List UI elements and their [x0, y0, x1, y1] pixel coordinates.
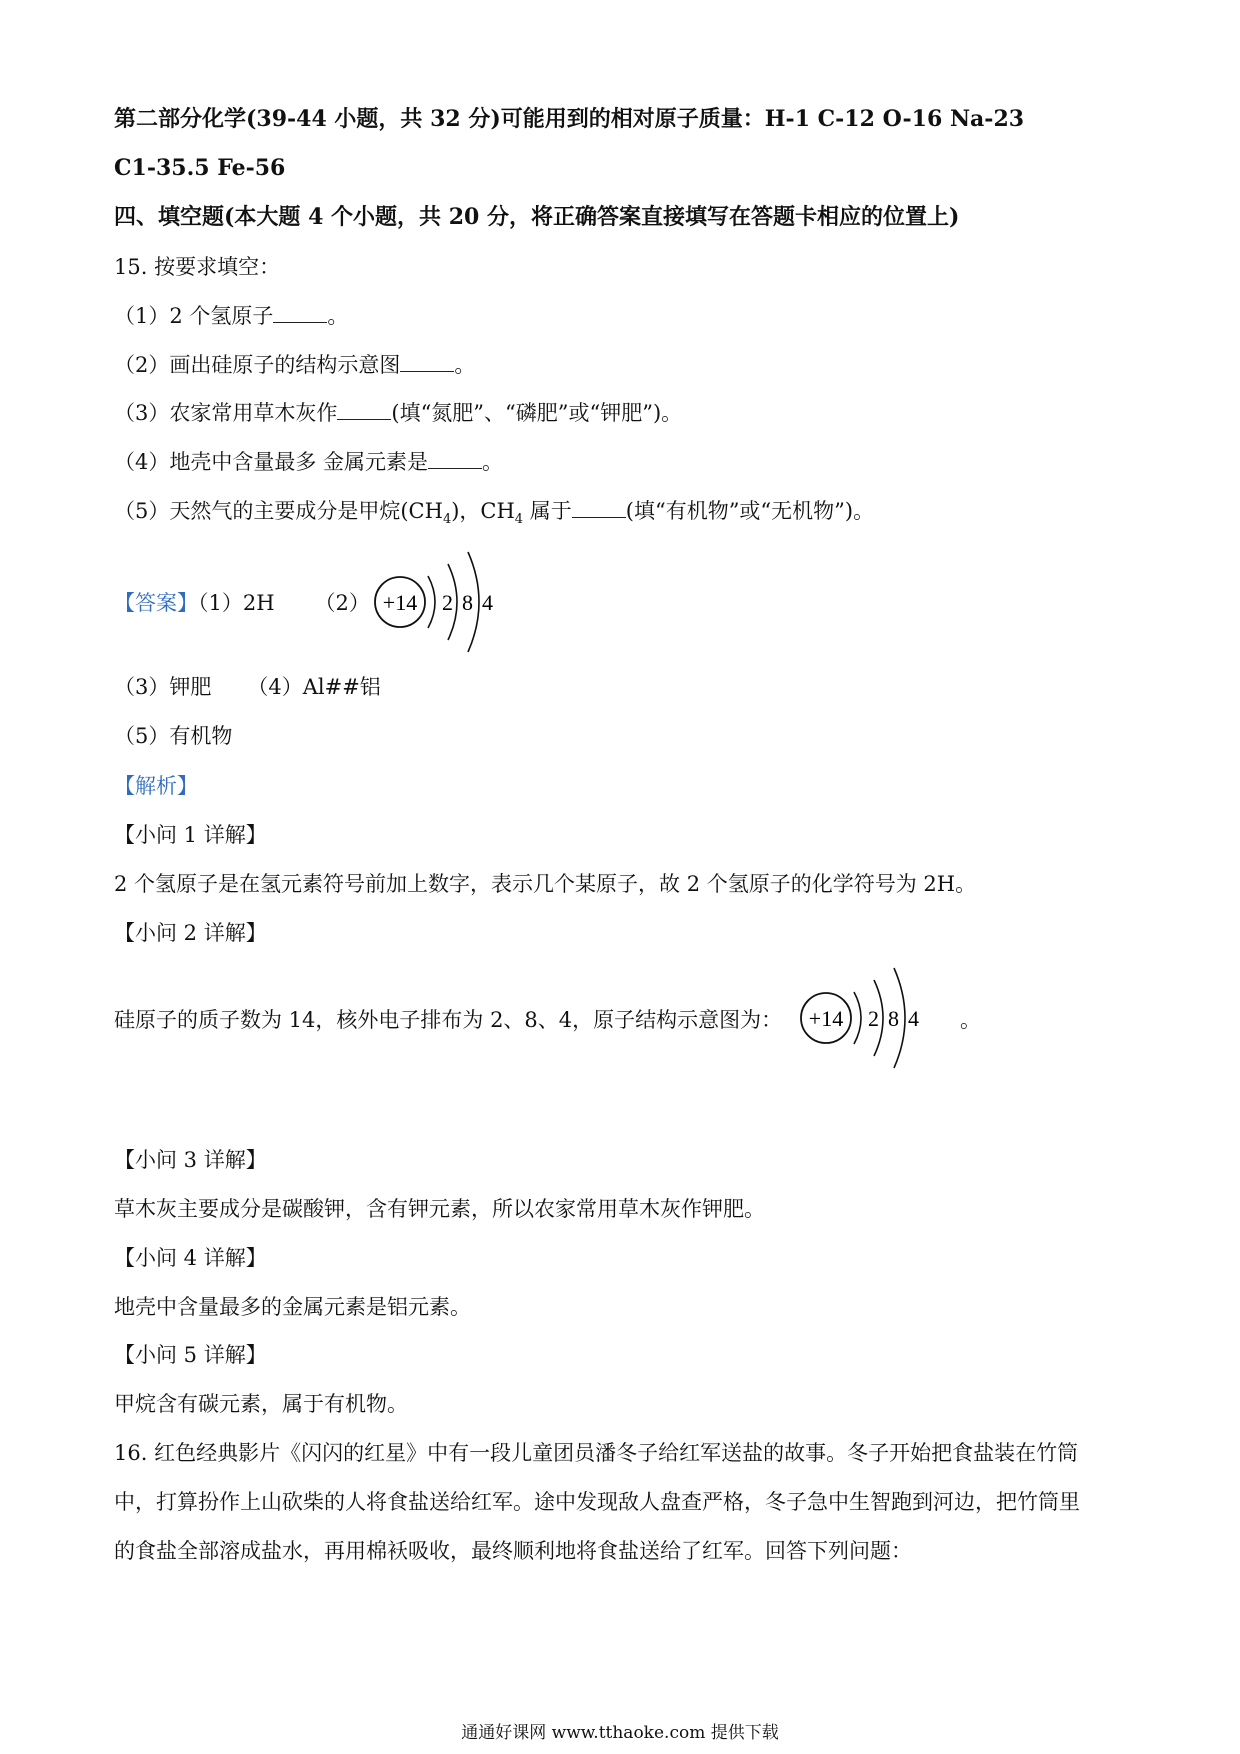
shell-electrons: 4	[908, 1006, 919, 1031]
section-title: 四、填空题(本大题 4 个小题，共 20 分，将正确答案直接填写在答题卡相应的位置上)	[114, 204, 960, 230]
analysis-tag: 【解析】	[114, 774, 198, 798]
answer-row-1: 【答案】（1）2H （2）	[114, 591, 370, 615]
q15-part-4: （4）地壳中含量最多 金属元素是 。	[114, 450, 504, 474]
shell-electrons: 8	[462, 590, 473, 615]
nucleus-charge: +14	[382, 590, 418, 615]
detail-4-text: 地壳中含量最多的金属元素是铝元素。	[114, 1295, 471, 1319]
q16-line-3: 的食盐全部溶成盐水，再用棉袄吸收，最终顺利地将食盐送给了红军。回答下列问题：	[114, 1539, 912, 1563]
shell-electrons: 4	[482, 590, 493, 615]
detail-2-title: 【小问 2 详解】	[114, 921, 267, 945]
footer-watermark: 通通好课网 www.tthaoke.com 提供下载	[461, 1723, 779, 1743]
q16-line-1: 16. 红色经典影片《闪闪的红星》中有一段儿童团员潘冬子给红军送盐的故事。冬子开始把食盐装在竹筒	[114, 1441, 1079, 1465]
detail-4-title: 【小问 4 详解】	[114, 1246, 267, 1270]
silicon-atom-diagram-answer	[370, 540, 500, 664]
nucleus-charge: +14	[808, 1006, 844, 1031]
answer-blank	[400, 351, 454, 372]
shell-electrons: 2	[442, 590, 453, 615]
q15-part-3: （3）农家常用草木灰作 (填“氮肥”、“磷肥”或“钾肥”)。	[114, 401, 683, 425]
answer-row-3: （5）有机物	[114, 724, 233, 748]
answer-row-2: （3）钾肥 （4）Al##铝	[114, 675, 381, 699]
q15-stem: 15. 按要求填空：	[114, 255, 281, 279]
header-line-1: 第二部分化学(39-44 小题，共 32 分)可能用到的相对原子质量：H-1 C-12 O-16 Na-23	[114, 106, 1025, 132]
detail-1-text: 2 个氢原子是在氢元素符号前加上数字，表示几个某原子，故 2 个氢原子的化学符号为 2H。	[114, 872, 977, 896]
header-line-2: C1-35.5 Fe-56	[114, 155, 286, 181]
detail-2-text: 硅原子的质子数为 14，核外电子排布为 2、8、4，原子结构示意图为：	[114, 1008, 783, 1032]
q16-line-2: 中，打算扮作上山砍柴的人将食盐送给红军。途中发现敌人盘查严格，冬子急中生智跑到河边，把竹筒里	[114, 1490, 1080, 1514]
q15-part-5: （5）天然气的主要成分是甲烷$(CH_4)$，$CH_4$ 属于 (填“有机物”或“无机物”)。	[114, 499, 875, 528]
electron-shell-arc	[854, 992, 861, 1044]
detail-5-text: 甲烷含有碳元素，属于有机物。	[114, 1392, 408, 1416]
q15-part-1: （1）2 个氢原子 。	[114, 304, 349, 328]
detail-3-text: 草木灰主要成分是碳酸钾，含有钾元素，所以农家常用草木灰作钾肥。	[114, 1197, 765, 1221]
answer-blank	[337, 399, 391, 420]
q15-part-2: （2）画出硅原子的结构示意图 。	[114, 353, 476, 377]
answer-blank	[428, 448, 482, 469]
answer-blank	[572, 497, 626, 518]
shell-electrons: 8	[888, 1006, 899, 1031]
detail-1-title: 【小问 1 详解】	[114, 823, 267, 847]
detail-2-end: 。	[960, 1008, 981, 1032]
answer-blank	[273, 302, 327, 323]
detail-5-title: 【小问 5 详解】	[114, 1343, 267, 1367]
answer-tag: 【答案】	[114, 591, 198, 615]
shell-electrons: 2	[868, 1006, 879, 1031]
silicon-atom-diagram-explanation	[796, 956, 926, 1080]
electron-shell-arc	[428, 576, 435, 628]
detail-3-title: 【小问 3 详解】	[114, 1148, 267, 1172]
